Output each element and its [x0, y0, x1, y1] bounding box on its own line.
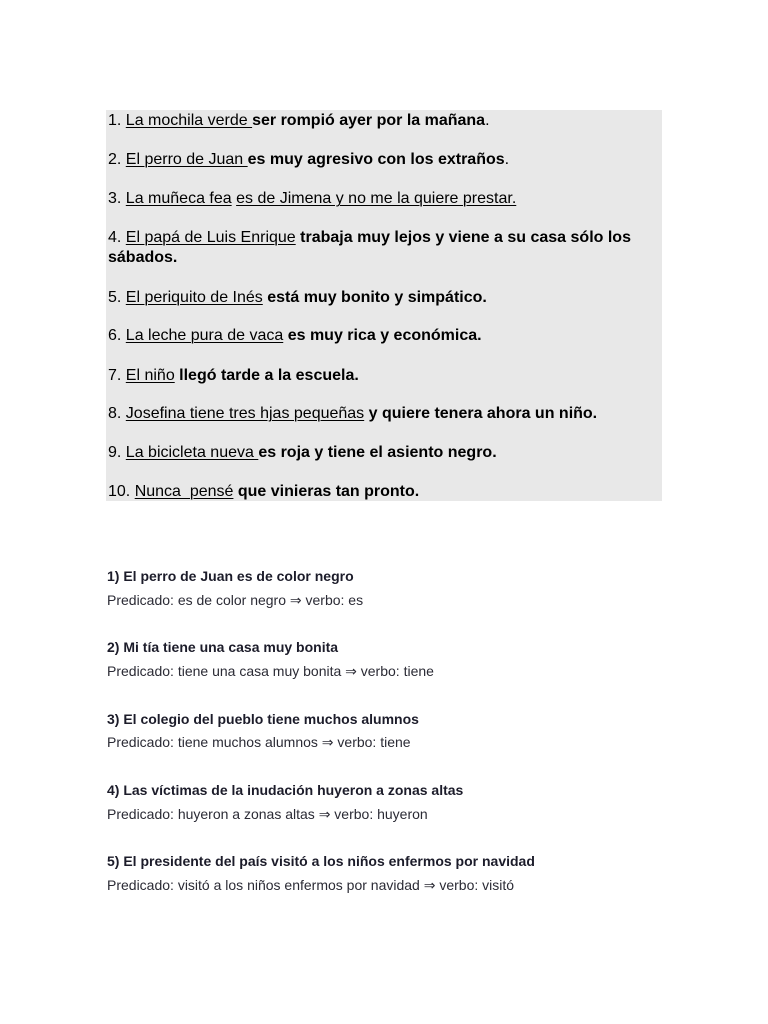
sentence-2	[108, 150, 660, 170]
question-predicate-3: Predicado: tiene muchos alumnos ⇒ verbo: tiene	[107, 734, 411, 750]
sentence-6	[108, 326, 660, 346]
question-predicate-2: Predicado: tiene una casa muy bonita ⇒ verbo: tiene	[107, 663, 434, 679]
sentence-number: 5.	[108, 289, 126, 306]
question-predicate-5: Predicado: visitó a los niños enfermos por navidad ⇒ verbo: visitó	[107, 877, 515, 893]
sentence-subject: La muñeca fea	[125, 190, 232, 207]
sentence-1	[108, 111, 660, 131]
sentence-predicate: trabaja muy lejos y viene a su casa sólo los sábados.	[108, 229, 631, 266]
sentence-number: 9.	[108, 444, 126, 461]
question-title-2: 2) Mi tía tiene una casa muy bonita	[107, 639, 339, 655]
sentence-subject: La bicicleta nueva	[125, 444, 259, 461]
sentence-number: 2.	[108, 151, 126, 168]
sentence-number: 7.	[108, 367, 126, 384]
sentence-5	[108, 288, 660, 308]
sentence-subject: Nunca pensé	[134, 483, 234, 500]
sentence-subject: La leche pura de vaca	[125, 327, 284, 344]
sentence-punctuation: .	[485, 112, 490, 129]
sentence-10	[108, 482, 660, 502]
sentence-9	[108, 443, 660, 463]
sentence-3	[108, 189, 660, 209]
sentence-number: 6.	[108, 327, 126, 344]
sentence-punctuation: .	[504, 151, 510, 168]
question-title-3: 3) El colegio del pueblo tiene muchos alumnos	[107, 711, 419, 727]
sentence-predicate: es muy rica y económica.	[283, 327, 482, 344]
sentence-number: 3.	[108, 190, 126, 207]
question-title-4: 4) Las víctimas de la inudación huyeron a zonas altas	[107, 782, 464, 798]
question-title-5: 5) El presidente del país visitó a los niños enfermos por navidad	[107, 853, 535, 869]
sentence-subject: Josefina tiene tres hjas pequeñas	[125, 405, 365, 422]
question-predicate-1: Predicado: es de color negro ⇒ verbo: es	[107, 592, 364, 608]
sentence-predicate: que vinieras tan pronto.	[233, 483, 420, 500]
sentence-subject: El perro de Juan	[125, 151, 248, 168]
question-predicate-4: Predicado: huyeron a zonas altas ⇒ verbo: huyeron	[107, 806, 428, 822]
sentence-number: 8.	[108, 405, 126, 422]
sentence-subject: El periquito de Inés	[125, 289, 263, 306]
sentence-number: 1.	[108, 112, 126, 129]
question-title-1: 1) El perro de Juan es de color negro	[107, 568, 354, 584]
sentence-subject: El papá de Luis Enrique	[125, 229, 296, 246]
sentence-predicate: está muy bonito y simpático.	[262, 289, 487, 306]
sentence-4	[108, 228, 660, 268]
sentence-subject: La mochila verde	[125, 112, 253, 129]
sentence-number: 4.	[108, 229, 126, 246]
sentence-subject: El niño	[125, 367, 175, 384]
sentence-predicate: llegó tarde a la escuela.	[174, 367, 359, 384]
sentence-predicate: ser rompió ayer por la mañana	[252, 112, 486, 129]
sentence-number: 10.	[108, 483, 135, 500]
sentence-7	[108, 366, 660, 386]
sentence-predicate: y quiere tenera ahora un niño.	[364, 405, 598, 422]
sentence-8	[108, 404, 660, 424]
sentence-predicate: es de Jimena y no me la quiere prestar.	[236, 190, 517, 207]
sentence-predicate: es muy agresivo con los extraños	[247, 151, 505, 168]
sentence-predicate: es roja y tiene el asiento negro.	[258, 444, 497, 461]
